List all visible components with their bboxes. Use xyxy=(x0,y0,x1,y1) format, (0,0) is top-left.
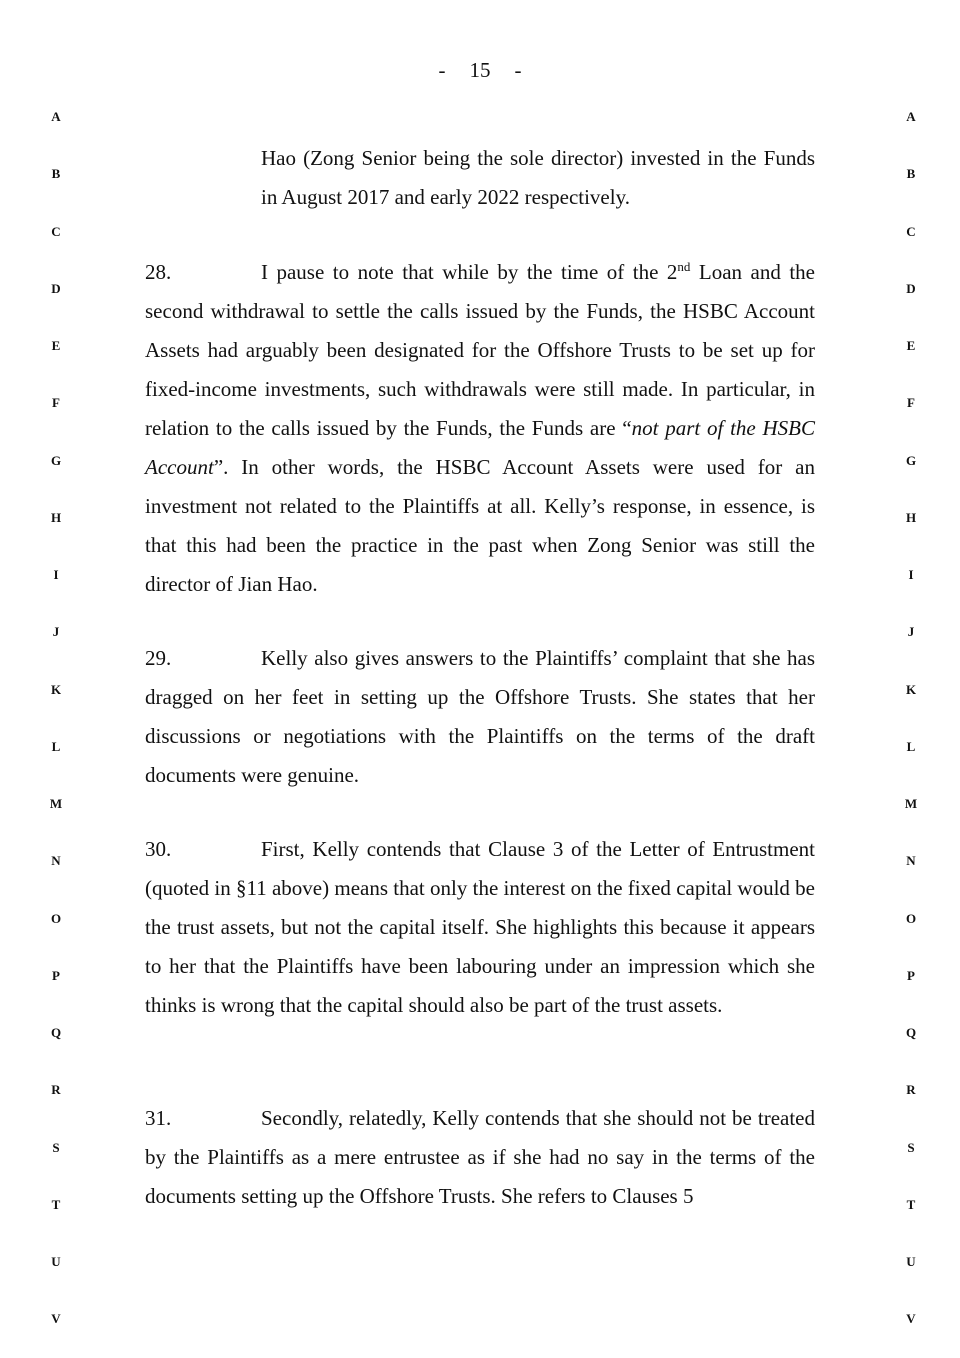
margin-letter-right: J xyxy=(907,624,915,640)
margin-letter-left: U xyxy=(51,1254,61,1269)
paragraph-30 xyxy=(145,830,815,1025)
margin-letter-left: J xyxy=(52,624,60,640)
paragraph-text: Secondly, relatedly, Kelly contends that she should not be treated by the Plaintiffs as a mere entrustee as if she had no say in the terms of the documents setting up the Offshore Trusts. She refers to Clauses 5 xyxy=(145,1106,815,1208)
margin-letter-right: N xyxy=(906,853,916,869)
margin-letter-right: G xyxy=(905,452,917,468)
margin-letter-right: M xyxy=(904,796,918,811)
paragraph-text-part: ”. In other words, the HSBC Account Assets were used for an investment not related to the Plaintiffs at all. Kelly’s response, in essence, is that this had been the practice in the past when Zong Senior was still the director of Jian Hao. xyxy=(145,455,815,596)
margin-letter-left: S xyxy=(52,1139,60,1155)
page-number-dash-right: - xyxy=(514,58,522,82)
margin-letter-left: D xyxy=(51,280,61,296)
margin-letter-right: F xyxy=(907,395,915,411)
margin-letter-left: K xyxy=(50,681,62,697)
margin-letter-left: R xyxy=(51,1082,61,1098)
margin-letter-left: P xyxy=(52,967,60,983)
margin-letter-right: T xyxy=(906,1196,916,1212)
paragraph-number: 29. xyxy=(145,646,172,670)
paragraph-29 xyxy=(145,639,815,795)
margin-letter-left: E xyxy=(51,338,61,353)
margin-letter-right: P xyxy=(907,967,915,983)
margin-letter-right: I xyxy=(908,567,914,582)
paragraph-31 xyxy=(145,1099,815,1216)
superscript-nd: nd xyxy=(677,259,691,274)
margin-letter-right: E xyxy=(906,338,916,353)
margin-letter-left: I xyxy=(53,567,59,582)
margin-letter-right: Q xyxy=(905,1025,917,1040)
paragraph-28 xyxy=(145,253,815,604)
page-number xyxy=(0,58,960,83)
margin-letter-left: B xyxy=(51,166,61,182)
margin-letter-left: G xyxy=(50,452,62,468)
paragraph-text-part: Loan and the second withdrawal to settle the calls issued by the Funds, the HSBC Account Assets had arguably been designated for the Offshore Trusts to be set up for fixed-income investments, such withdrawals were still made. In particular, in relation to the calls issued by the Funds, the Funds are “ xyxy=(145,260,816,440)
margin-letter-right: O xyxy=(905,910,917,926)
margin-letter-right: V xyxy=(906,1311,916,1327)
margin-letter-right: S xyxy=(907,1139,915,1155)
margin-letter-right: A xyxy=(906,109,916,124)
margin-letter-left: A xyxy=(51,109,61,124)
margin-letter-left: V xyxy=(51,1311,61,1327)
margin-letter-right: R xyxy=(906,1082,916,1098)
margin-letter-left: C xyxy=(51,223,61,239)
margin-letter-right: B xyxy=(906,166,916,182)
continuation-text: Hao (Zong Senior being the sole director) invested in the Funds in August 2017 and early 2022 respectively. xyxy=(261,146,815,209)
page-number-dash-left: - xyxy=(438,58,446,82)
paragraph-text-part: I pause to note that while by the time of the 2 xyxy=(261,260,678,284)
margin-letter-right: K xyxy=(905,681,917,697)
margin-letter-right: H xyxy=(905,509,917,525)
margin-letter-right: L xyxy=(906,738,916,754)
paragraph-number: 28. xyxy=(145,260,172,284)
margin-letter-left: O xyxy=(50,910,62,926)
margin-letter-left: H xyxy=(50,509,62,525)
margin-letter-left: L xyxy=(51,738,61,754)
page-number-value: 15 xyxy=(469,58,491,82)
margin-letter-right: U xyxy=(906,1254,916,1269)
italic-quote: not part of the HSBC Account xyxy=(145,416,815,479)
paragraph-number: 31. xyxy=(145,1106,172,1130)
margin-letter-left: M xyxy=(49,796,63,811)
paragraph-text: Kelly also gives answers to the Plaintiffs’ complaint that she has dragged on her feet in setting up the Offshore Trusts. She states that her discussions or negotiations with the Plaintiffs on the terms of the draft documents were genuine. xyxy=(145,646,815,787)
margin-letter-right: D xyxy=(906,280,916,296)
margin-letter-left: Q xyxy=(50,1025,62,1040)
paragraph-number: 30. xyxy=(145,837,172,861)
paragraph-text: First, Kelly contends that Clause 3 of the Letter of Entrustment (quoted in §11 above) means that only the interest on the fixed capital would be the trust assets, but not the capital itself. She highlights this because it appears to her that the Plaintiffs have been labouring under an impression which she thinks is wrong that the capital should also be part of the trust assets. xyxy=(145,837,815,1017)
margin-letter-left: T xyxy=(51,1196,61,1212)
margin-letter-left: N xyxy=(51,853,61,869)
margin-letter-left: F xyxy=(52,395,60,411)
margin-letter-right: C xyxy=(906,223,916,239)
